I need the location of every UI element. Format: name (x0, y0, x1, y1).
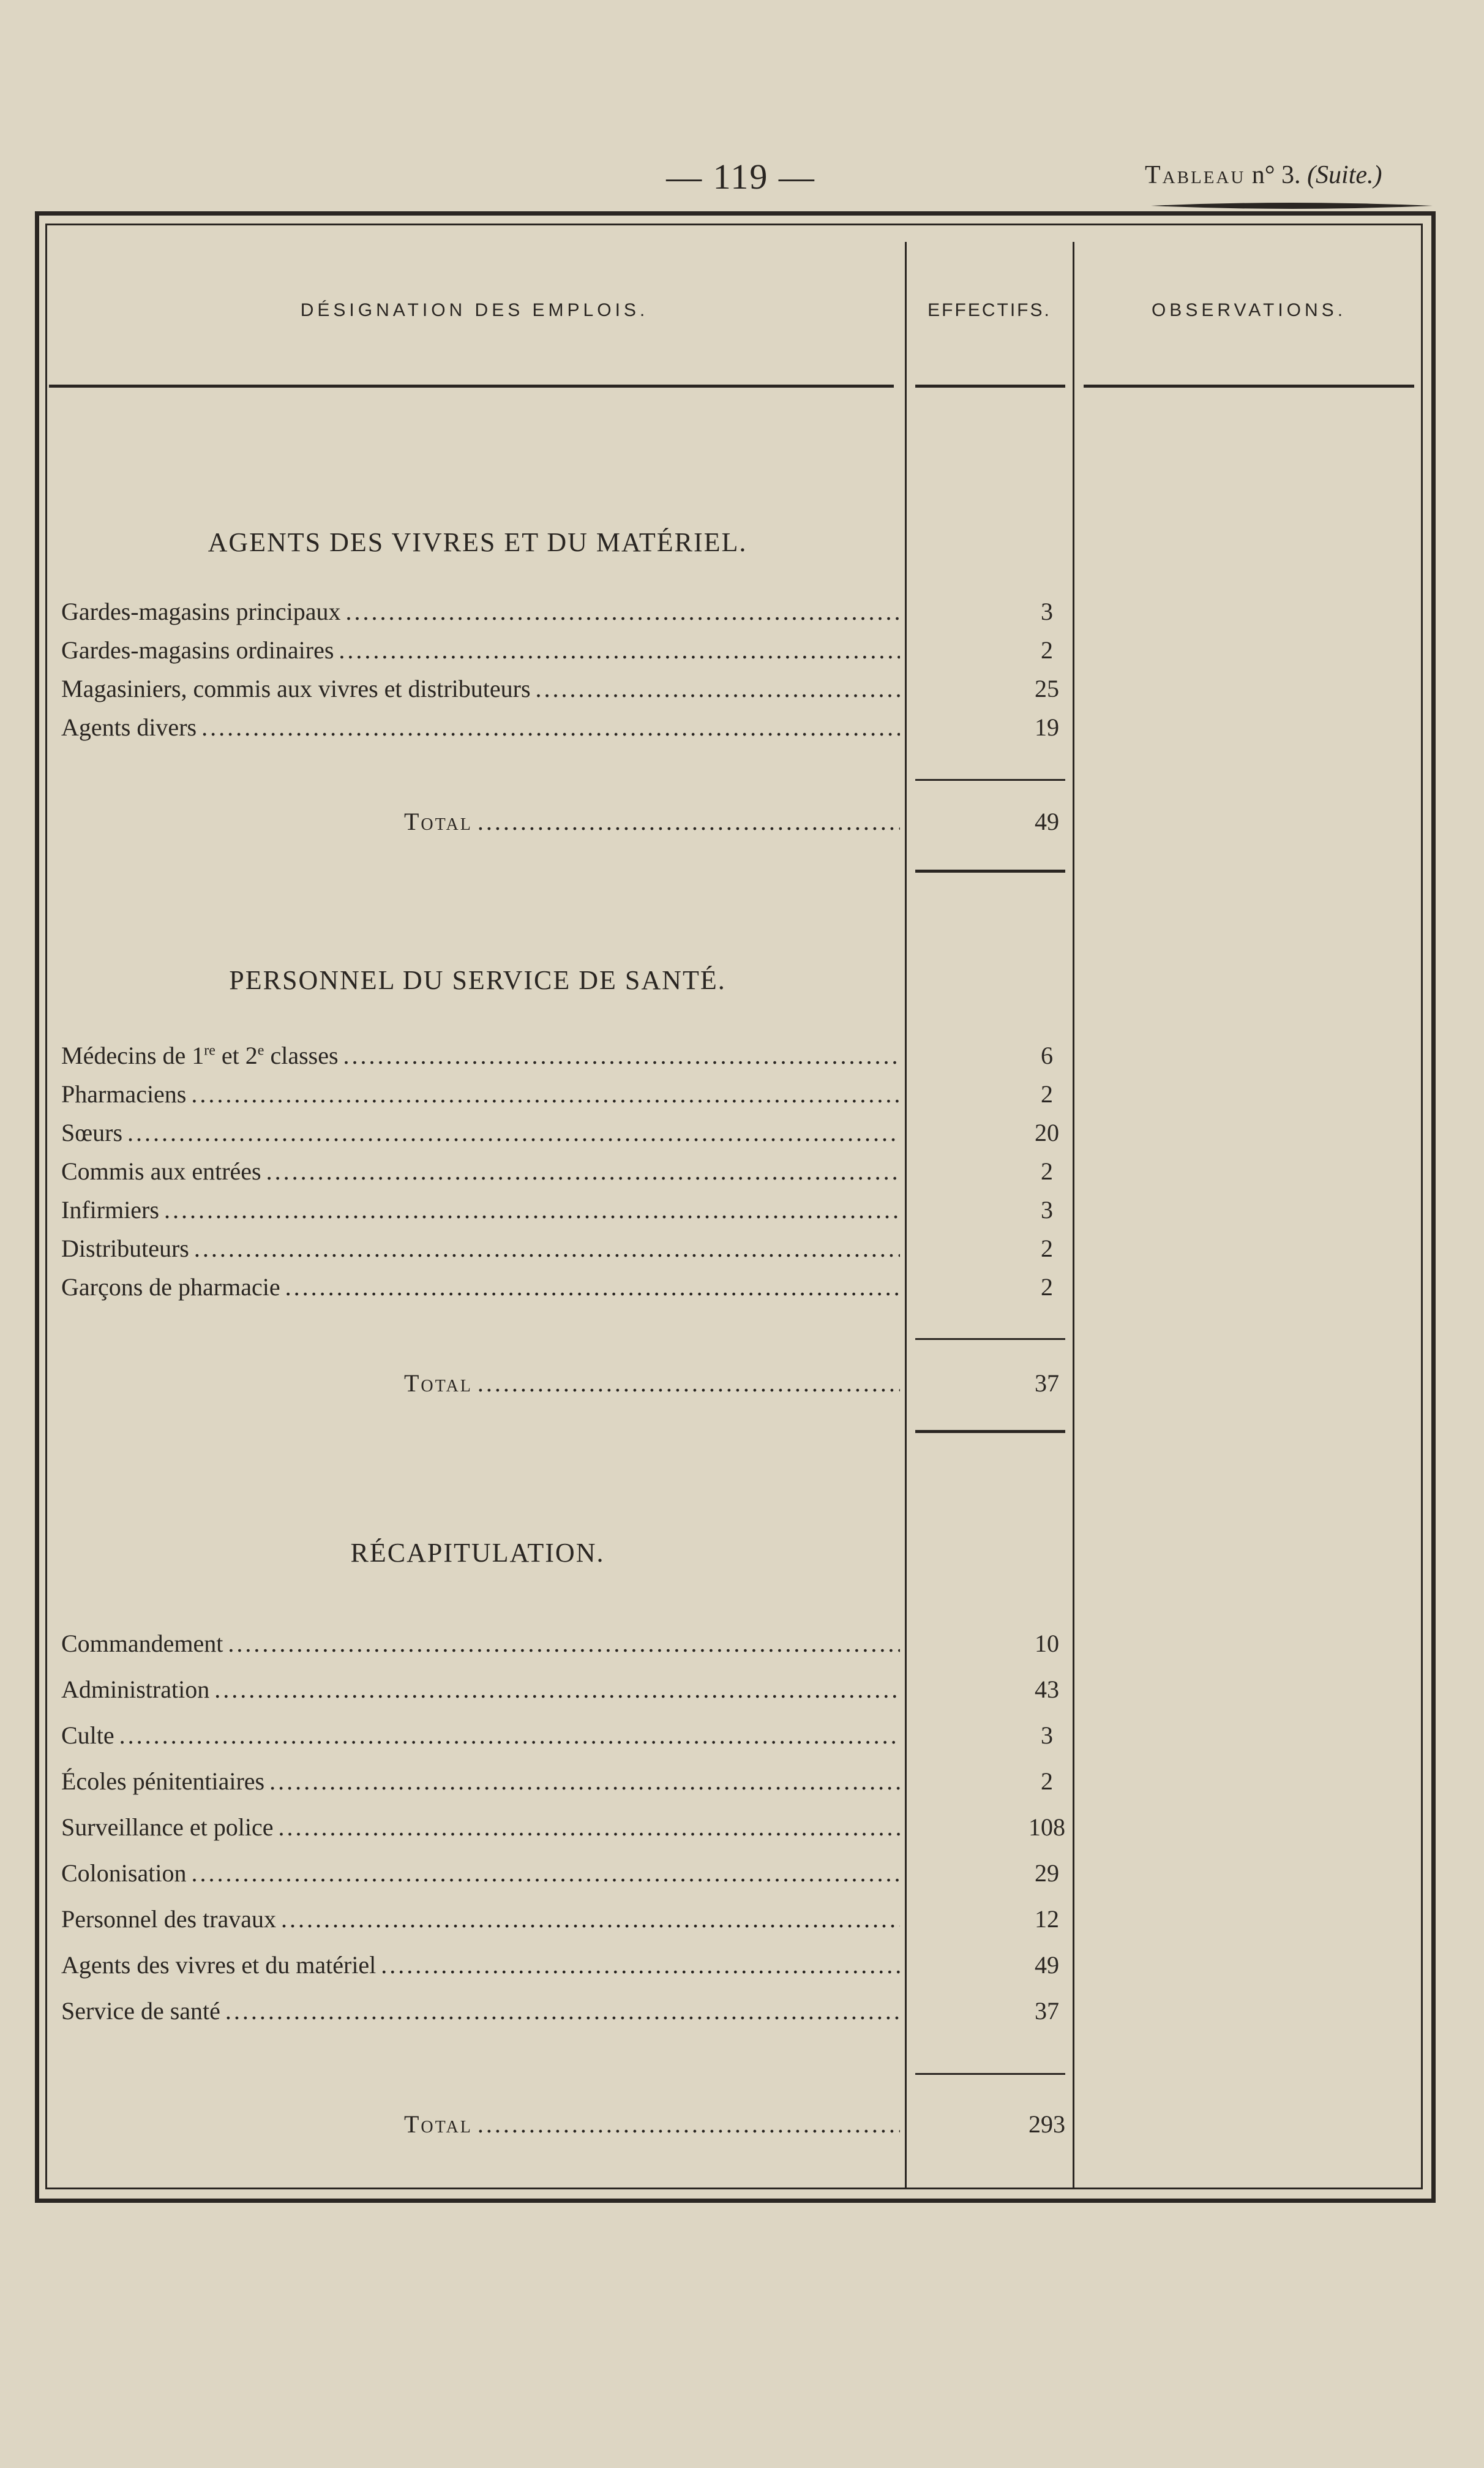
row-value: 2 (1041, 1235, 1053, 1262)
table-row (61, 1813, 1065, 1849)
total-rule (915, 1430, 1065, 1433)
column-divider-1 (905, 242, 907, 2189)
row-label: Agents des vivres et du matériel (61, 1951, 377, 1979)
table-row (61, 597, 1053, 634)
row-value: 2 (1041, 1767, 1053, 1795)
section-heading-sante: PERSONNEL DU SERVICE DE SANTÉ. (229, 965, 726, 995)
section-heading-recap: RÉCAPITULATION. (350, 1538, 605, 1568)
row-label: Colonisation (61, 1859, 187, 1887)
total-label: Total (404, 1369, 473, 1397)
row-label: Administration (61, 1676, 210, 1703)
column-header-effectifs: EFFECTIFS. (928, 300, 1051, 320)
table-row (61, 1675, 1059, 1712)
total-row-sante (404, 1369, 1059, 1405)
row-label: Personnel des travaux (61, 1905, 277, 1933)
row-value: 2 (1041, 1273, 1053, 1301)
table-row (61, 1080, 1053, 1116)
header-rule-designation (49, 385, 894, 388)
table-row (61, 1767, 1053, 1804)
row-label: Magasiniers, commis aux vivres et distributeurs (61, 675, 531, 702)
row-value: 108 (1029, 1813, 1065, 1841)
table-number: n° 3. (1251, 161, 1301, 189)
table-row (61, 1273, 1053, 1309)
row-label: Culte (61, 1721, 114, 1749)
row-value: 3 (1041, 1721, 1053, 1749)
row-value: 19 (1035, 713, 1059, 741)
row-value: 6 (1041, 1042, 1053, 1069)
row-value: 43 (1035, 1676, 1059, 1703)
table-row (61, 1951, 1059, 1987)
row-label: Gardes-magasins ordinaires (61, 636, 334, 664)
header-rule-effectifs (915, 385, 1065, 388)
row-value: 10 (1035, 1630, 1059, 1657)
row-value: 3 (1041, 598, 1053, 625)
table-row (61, 636, 1053, 672)
table-row (61, 1721, 1053, 1758)
total-rule (915, 870, 1065, 873)
section-heading-agents: AGENTS DES VIVRES ET DU MATÉRIEL. (208, 527, 748, 557)
table-row (61, 1859, 1059, 1895)
table-row (61, 1629, 1059, 1666)
table-label: Tableau (1145, 161, 1246, 189)
row-label: Gardes-magasins principaux (61, 598, 341, 625)
subtotal-rule (915, 779, 1065, 781)
table-row (61, 1905, 1059, 1941)
row-value: 12 (1035, 1905, 1059, 1933)
total-row-recap (404, 2110, 1065, 2146)
table-row (61, 1195, 1053, 1232)
table-suite: (Suite.) (1307, 161, 1382, 189)
row-value: 29 (1035, 1859, 1059, 1887)
column-header-observations: OBSERVATIONS. (1151, 300, 1347, 320)
row-value: 49 (1035, 1951, 1059, 1979)
row-label: Commis aux entrées (61, 1157, 261, 1185)
row-label: Agents divers (61, 713, 197, 741)
total-value: 37 (1035, 1369, 1059, 1397)
table-row (61, 674, 1059, 711)
row-value: 25 (1035, 675, 1059, 702)
table-row (61, 713, 1059, 750)
row-label: Écoles pénitentiaires (61, 1767, 265, 1795)
subtotal-rule (915, 1338, 1065, 1340)
table-row (61, 1234, 1053, 1271)
header-rule-observations (1084, 385, 1414, 388)
page-number: — 119 — (666, 157, 815, 197)
total-label: Total (404, 2110, 473, 2138)
row-value: 37 (1035, 1997, 1059, 2025)
subtotal-rule (915, 2073, 1065, 2075)
table-row (61, 1118, 1059, 1155)
table-row (61, 1996, 1059, 2033)
column-header-designation: DÉSIGNATION DES EMPLOIS. (300, 300, 649, 320)
row-value: 20 (1035, 1119, 1059, 1146)
row-label: Pharmaciens (61, 1080, 187, 1108)
total-value: 293 (1029, 2110, 1065, 2138)
row-value: 3 (1041, 1196, 1053, 1224)
row-label: Service de santé (61, 1997, 220, 2025)
row-value: 2 (1041, 1080, 1053, 1108)
row-label: Surveillance et police (61, 1813, 274, 1841)
row-label: Distributeurs (61, 1235, 189, 1262)
row-value: 2 (1041, 1157, 1053, 1185)
row-label: Commandement (61, 1630, 223, 1657)
total-value: 49 (1035, 808, 1059, 835)
table-row (61, 1157, 1053, 1194)
table-row (61, 1041, 1053, 1078)
row-label: Infirmiers (61, 1196, 159, 1224)
row-label: Sœurs (61, 1119, 123, 1146)
table-title (1145, 160, 1382, 190)
row-label: Garçons de pharmacie (61, 1273, 280, 1301)
row-value: 2 (1041, 636, 1053, 664)
total-label: Total (404, 808, 473, 835)
row-label: Médecins de 1re et 2e classes (61, 1042, 339, 1069)
title-swash-ornament (1151, 201, 1433, 211)
total-row-agents (404, 807, 1059, 844)
